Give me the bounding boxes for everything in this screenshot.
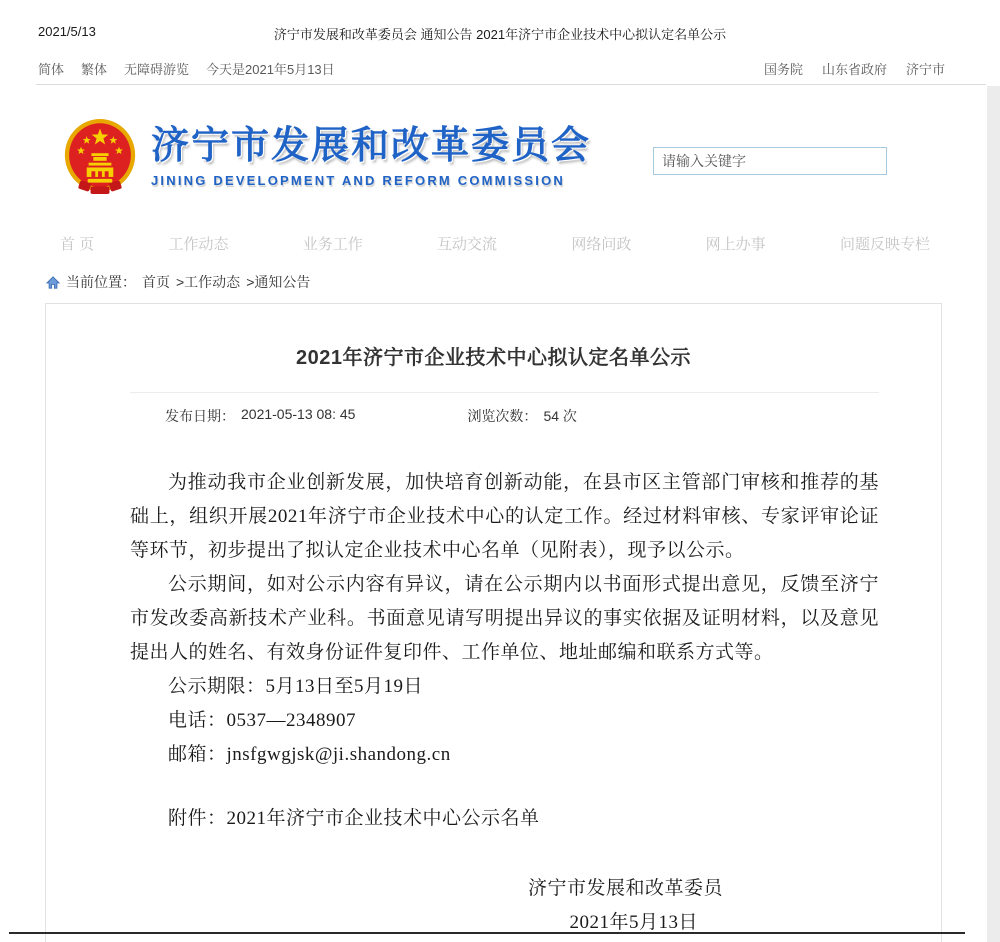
views-value: 54 次 [543, 408, 577, 424]
print-header-date: 2021/5/13 [38, 24, 96, 39]
publish-date-label: 发布日期： [165, 408, 235, 424]
today-date-text: 今天是2021年5月13日 [206, 62, 335, 77]
publicity-period-line: 公示期限：5月13日至5月19日 [168, 676, 424, 697]
right-page-gutter [987, 86, 1000, 942]
paragraph-intro: 为推动我市企业创新发展，加快培育创新动能，在县市区主管部门审核和推荐的基础上，组织开展2021年济宁市企业技术中心的认定工作。经过材料审核、专家评审论证等环节，初步提出了拟认定企业技术中心名单（见附表），现予以公示。 [130, 472, 879, 561]
search-input[interactable] [653, 147, 887, 175]
national-emblem-icon [62, 116, 138, 198]
nav-item-home[interactable]: 首 页 [60, 236, 95, 253]
utility-left-group [38, 59, 335, 78]
views-label: 浏览次数： [467, 408, 538, 424]
link-simplified-chinese[interactable]: 简体 [38, 62, 65, 77]
top-divider [36, 84, 986, 85]
paragraph-objection: 公示期间，如对公示内容有异议，请在公示期内以书面形式提出意见，反馈至济宁市发改委高新技术产业科。书面意见请写明提出异议的事实依据及证明材料，以及意见提出人的姓名、有效身份证件复印件、工作单位、地址邮编和联系方式等。 [130, 574, 879, 663]
site-brand [62, 116, 591, 198]
site-title: 济宁市发展和改革委员会 [151, 125, 592, 168]
breadcrumb-work-updates[interactable]: >工作动态 [176, 274, 241, 290]
link-traditional-chinese[interactable]: 繁体 [81, 62, 108, 77]
link-shandong-gov[interactable]: 山东省政府 [821, 62, 887, 77]
article-container [45, 303, 942, 942]
page-cut-line [9, 932, 965, 934]
email-line: 邮箱：jnsfgwgjsk@ji.shandong.cn [168, 744, 451, 765]
print-header-title: 济宁市发展和改革委员会 通知公告 2021年济宁市企业技术中心拟认定名单公示 [273, 27, 727, 42]
nav-item-business[interactable]: 业务工作 [302, 236, 363, 253]
breadcrumb-label: 当前位置： [66, 274, 136, 290]
brand-text [151, 126, 591, 188]
utility-right-group [764, 59, 945, 78]
link-jining-city[interactable]: 济宁市 [905, 62, 945, 77]
breadcrumb-notices[interactable]: >通知公告 [246, 274, 311, 290]
link-accessibility[interactable]: 无障碍游览 [124, 62, 190, 77]
title-divider [130, 392, 879, 393]
nav-item-work-updates[interactable]: 工作动态 [168, 236, 229, 253]
attachment-link[interactable]: 附件：2021年济宁市企业技术中心公示名单 [168, 808, 540, 829]
signature-org: 济宁市发展和改革委员 [527, 878, 723, 899]
nav-item-online-politics[interactable]: 网络问政 [571, 236, 632, 253]
phone-line: 电话：0537—2348907 [168, 710, 357, 731]
article-title: 2021年济宁市企业技术中心拟认定名单公示 [296, 347, 691, 369]
home-icon [46, 276, 60, 289]
nav-item-feedback-column[interactable]: 问题反映专栏 [839, 236, 930, 253]
nav-item-interaction[interactable]: 互动交流 [437, 236, 498, 253]
breadcrumb [46, 272, 310, 292]
nav-item-online-services[interactable]: 网上办事 [705, 236, 766, 253]
signature-date: 2021年5月13日 [569, 912, 698, 933]
article-meta [46, 406, 941, 426]
publish-date-value: 2021-05-13 08: 45 [241, 406, 356, 422]
link-state-council[interactable]: 国务院 [763, 62, 803, 77]
site-title-english: JINING DEVELOPMENT AND REFORM COMMISSION [151, 172, 565, 188]
article-body [130, 466, 879, 940]
utility-bar [38, 59, 945, 78]
breadcrumb-home[interactable]: 首页 [142, 274, 170, 290]
main-nav [60, 233, 930, 254]
